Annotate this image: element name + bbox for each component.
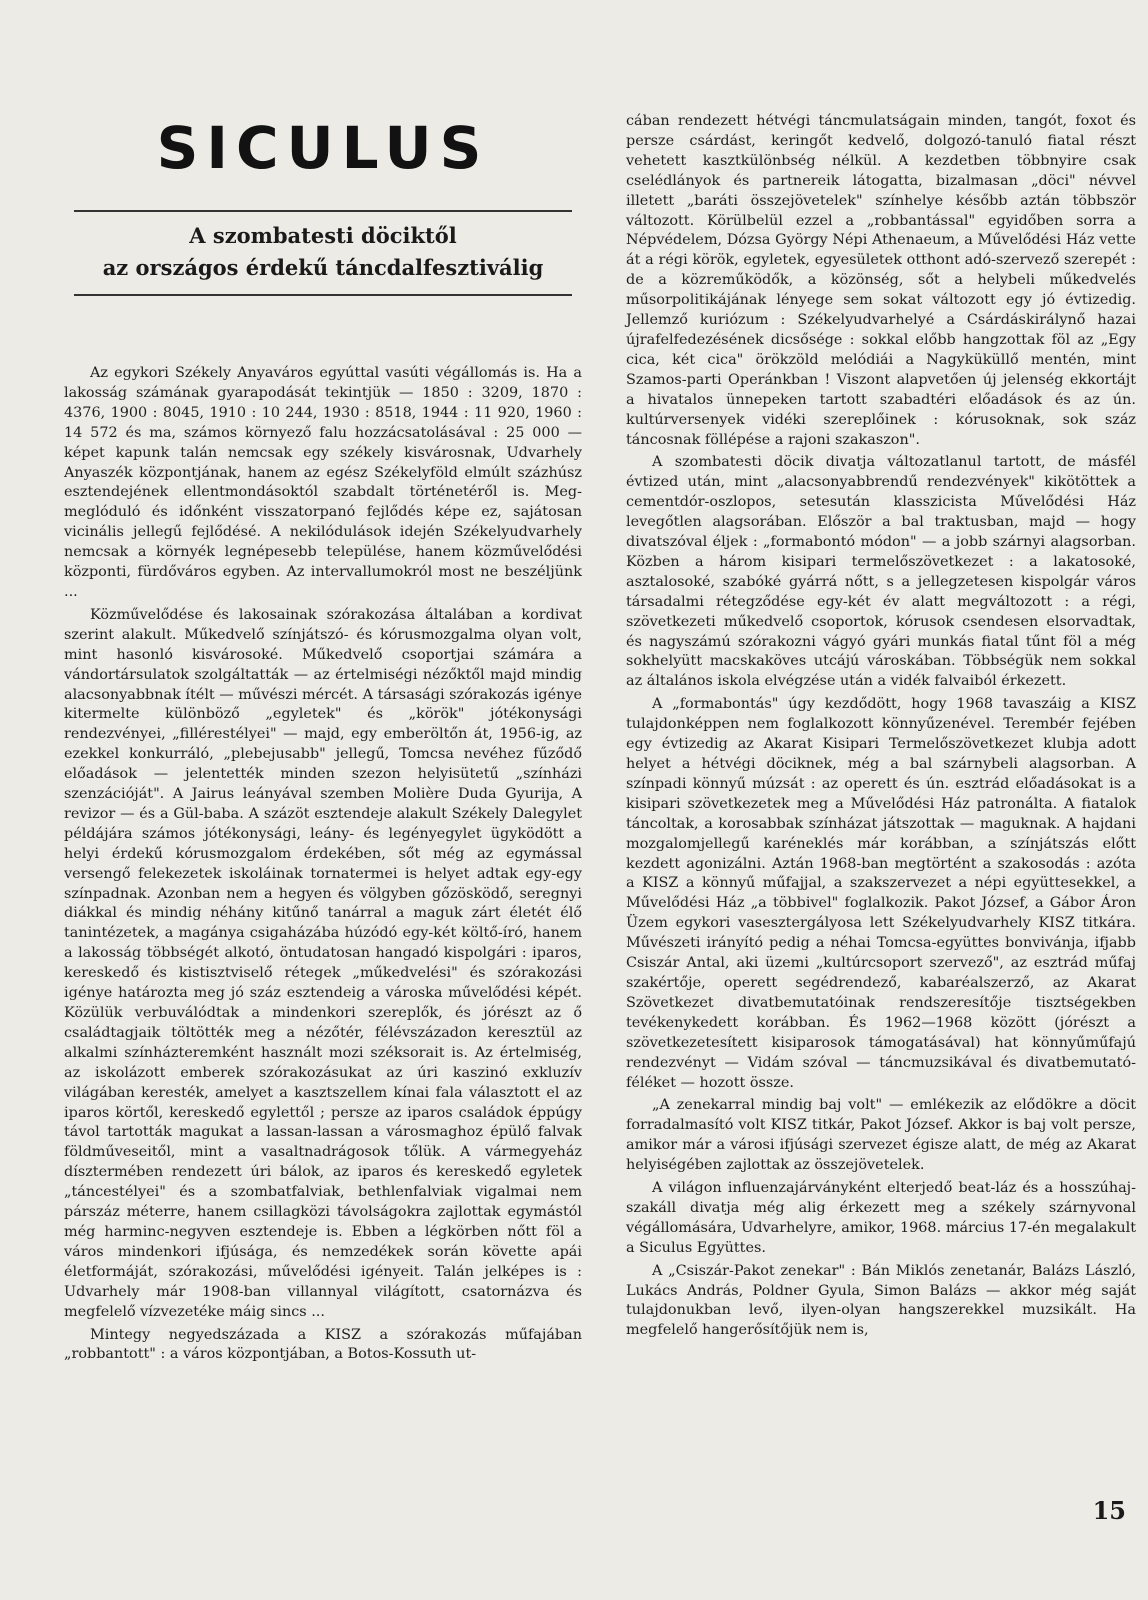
right-column-text <box>626 112 1136 1341</box>
paragraph: Az egykori Székely Anyaváros egyúttal vasúti végállomás is. Ha a lakosság számának gyarapodását tekintjük — 1850 : 3209, 1870 : 4376, 1900 : 8045, 1910 : 10 244, 1930 : 8518, 1944 : 11 920, 1960 : 14 572 és ma, számos környező falu hozzácsatolásával : 25 000 — képet kapunk talán nemcsak egy székely kisvárosnak, Udvarhely Anyaszék központjának, hanem az egész Székelyföld elmúlt százhúsz esztendejének ellentmondásoktól szabdalt történetéről is. Meg-meglóduló és időnként visszatorpanó fejlődés képe ez, sajátosan vicinális jellegű fejlődésé. A nekilódulások idején Székelyudvarhely nemcsak a környék legnépesebb települése, hanem közművelődési központi, fürdőváros egyben. Az intervallumokról most ne beszéljünk ... <box>64 365 582 600</box>
paragraph: „A zenekarral mindig baj volt" — emlékezik az elődökre a döcit forradalmasító volt KISZ titkár, Pakot József. Akkor is baj volt persze, amikor már a városi ifjúsági szervezet égisze alatt, de még az Akarat helyiségében zajlottak az összejövetelek. <box>626 1097 1136 1174</box>
title-rule-bottom <box>74 294 572 296</box>
left-column <box>64 112 582 1365</box>
left-column-text <box>64 364 582 1365</box>
paragraph: A „formabontás" úgy kezdődött, hogy 1968 tavaszáig a KISZ tulajdonképpen nem foglalkozott könnyűzenével. Terembér fejében egy évtizedig az Akarat Kisipari Termelőszövetkezet klubja adott helyet a hétvégi döciknek, még a bal szárnybeli alagsorban. A színpadi könnyű múzsát : az operett és ún. esztrád előadásokat is a kisipari szövetkezetek meg a Művelődési Ház patronálta. A fiatalok táncoltak, a korosabbak színházat játszottak — maguknak. A hajdani mozgalomjellegű karéneklés már korábban, a színjátszás előtt kezdett agonizálni. Aztán 1968-ban megtörtént a szakosodás : azóta a KISZ a könnyű műfajjal, a szakszervezet a népi együttesekkel, a Művelődési Ház „a többivel" foglalkozik. Pakot József, a Gábor Áron Üzem egykori vasesztergályosa lett Székelyudvarhely KISZ titkára. Művészeti irányító pedig a néhai Tomcsa-együttes bonvivánja, ifjabb Csiszár Antal, aki üzemi „kultúrcsoport szervező", az esztrád műfaj szakértője, operett segédrendező, kabaréalszerző, az Akarat Szövetkezet divatbemutatóinak rendszeresítője tisztségekben tevékenykedett korábban. És 1962—1968 között (jórészt a szövetkezetesített kisiparosok támogatásával) hat könnyűműfajú rendezvényt — Vidám szóval — táncmuzsikával és divatbemutató-féléket — hozott össze. <box>626 696 1136 1091</box>
page-number: 15 <box>1092 1496 1126 1525</box>
subtitle-line-2: az országos érdekű táncdalfesztiválig <box>102 255 544 280</box>
subtitle-line-1: A szombatesti döciktől <box>189 223 457 248</box>
paragraph: A világon influenzajárványként elterjedő beat-láz és a hosszúhaj-szakáll divatja még alig érkezett meg a székely szárnyvonal végállomására, Udvarhelyre, amikor, 1968. március 17-én megalakult a Siculus Együttes. <box>626 1180 1136 1256</box>
paragraph: Közművelődése és lakosainak szórakozása általában a kordivat szerint alakult. Műkedvelő színjátszó- és kórusmozgalma olyan volt, mint hasonló kisvárosoké. Műkedvelő csoportjai számára a vándortársulatok szolgáltatták — az értelmiségi nézőktől majd mindig alacsonyabbnak ítélt — művészi mércét. A társasági szórakozás igénye kitermelte különböző „egyletek" és „körök" jótékonysági rendezvényei, „fillérestélyei" — majd, egy emberöltőn át, 1956-ig, az ezekkel konkurráló, „plebejusabb" jellegű, Tomcsa nevéhez fűződő előadások — jelentették minden szezon helyisütetű „színházi szenzációját". A Jairus leányával szemben Molière Duda Gyurija, A revizor — és a Gül-baba. A százöt esztendeje alakult Székely Dalegylet példájára számos jótékonysági, leány- és legényegylet ügyködött a helyi érdekű kórusmozgalom érdekében, sőt még az egymással versengő felekezetek iskoláinak tornatermei is helyet adtak egy-egy színpadnak. Azonban nem a hegyen és völgyben gőzösködő, seregnyi diákkal és mindig néhány kitűnő tanárral a maguk zárt életét élő tanintézetek, a magánya csigaházába húzódó egy-két költő-író, hanem a lakosság többségét alkotó, öntudatosan hangadó kispolgári : iparos, kereskedő és kistisztviselő rétegek „műkedvelési" és szórakozási igénye határozta meg jó száz esztendeig a városka művelődési képét. Közülük verbuválódtak a mindenkori szereplők, és jórészt az ő családtagjaik töltötték meg a nézőtér, félévszázadon keresztül az alkalmi színházteremként használt mozi széksorait is. Az értelmiség, az iskolázott emberek szórakozásukat az úri kaszinó exkluzív világában keresték, amelyet a kasztszellem kínai fala választott el az iparos körtől, kereskedő egylettől ; persze az iparos családok éppúgy távol tartották magukat a lassan-lassan a városmaghoz épülő falvak földműveseitől, mint a vasaltnadrágosok tőlük. A vármegyeház dísztermében rendezett úri bálok, az iparos és kereskedő egyletek „táncestélyei" és a szombatfalviak, bethlenfalviak vigalmai nem párszáz méterre, hanem csillagközi távolságokra zajlottak egymástól még harminc-negyven esztendeje is. Ebben a légkörben nőtt föl a város mindenkori ifjúsága, és nemzedékek során követte apái életformáját, szórakozási, művelődési igényeit. Talán jelképes is : Udvarhely már 1908-ban villannyal világított, csatornázva és megfelelő vízvezetéke máig sincs ... <box>64 606 582 1320</box>
article-subtitle <box>64 220 582 284</box>
band-logo-title: SICULUS <box>156 114 490 182</box>
paragraph: A „Csiszár-Pakot zenekar" : Bán Miklós zenetanár, Balázs László, Lukács András, Poldner Gyula, Simon Balázs — akkor még saját tulajdonukban levő, ilyen-olyan hangszerekkel muzsikált. Ha megfelelő hangerősítőjük nem is, <box>626 1262 1136 1339</box>
title-rule-top <box>74 210 572 212</box>
paragraph: A szombatesti döcik divatja változatlanul tartott, de másfél évtized után, mint „alacsonyabbrendű rendezvények" kikötöttek a cementdór-oszlopos, setesután klasszicista Művelődési Ház levegőtlen alagsorában. Először a bal traktusban, majd — hogy divatszóval éljek : „formabontó módon" — a jobb szárnyi alagsorban. Közben a három kisipari termelőszövetkezet : a lakatosoké, asztalosoké, szabóké gyárrá nőtt, s a jellegzetesen kispolgár város társadalmi rétegződése egy-két év alatt megváltozott : a régi, szövetkezeti műkedvelő csoportok, kórusok csendesen elsorvadtak, és nagyszámú szórakozni vágyó gyári munkás fiatal tűnt föl a még sokhelyütt macskaköves utcájú városkában. Többségük nem sokkal az általános iskola elvégzése után a vidék falvaiból érkezett. <box>626 454 1136 690</box>
right-column <box>626 112 1136 1341</box>
paragraph-continued: cában rendezett hétvégi táncmulatságain minden, tangót, foxot és persze csárdást, keringőt kedvelő, dolgozó-tanuló fiatal részt vehetett kasztkülönbség nélkül. A kezdetben többnyire csak cselédlányok és partnereik látogatta, bizalmasan „döci" névvel illetett „baráti összejövetelek" színhelye később aztán többször változott. Körülbelül ezzel a „robbantással" egyidőben sorra a Népvédelem, Dózsa György Népi Athenaeum, a Művelődési Ház vette át a régi körök, egyletek, egyesületek otthont adó-szervező szerepét : de a közreműködők, a közönség, sőt a helybeli műkedvelés műsorpolitikájának lényege sem sokat változott egy jó évtizedig. Jellemző kuriózum : Székelyudvarhelyé a Csárdáskirálynő hazai újrafelfedezésének dicsősége : sokkal előbb hangzottak föl az „Egy cica, két cica" örökzöld melódiái a Nagyküküllő mentén, mint Szamos-parti Operánkban ! Viszont alapvetően új jelenség ekkortájt a hivatalos ünnepeken tartott szabadtéri előadások és az ún. kultúrversenyek vidéki szereplőinek : kórusoknak, sok száz táncosnak föllépése a rajoni szakaszon". <box>626 113 1136 448</box>
paragraph: Mintegy negyedszázada a KISZ a szórakozás műfajában „robbantott" : a város központjában, a Botos-Kossuth ut- <box>64 1326 582 1363</box>
